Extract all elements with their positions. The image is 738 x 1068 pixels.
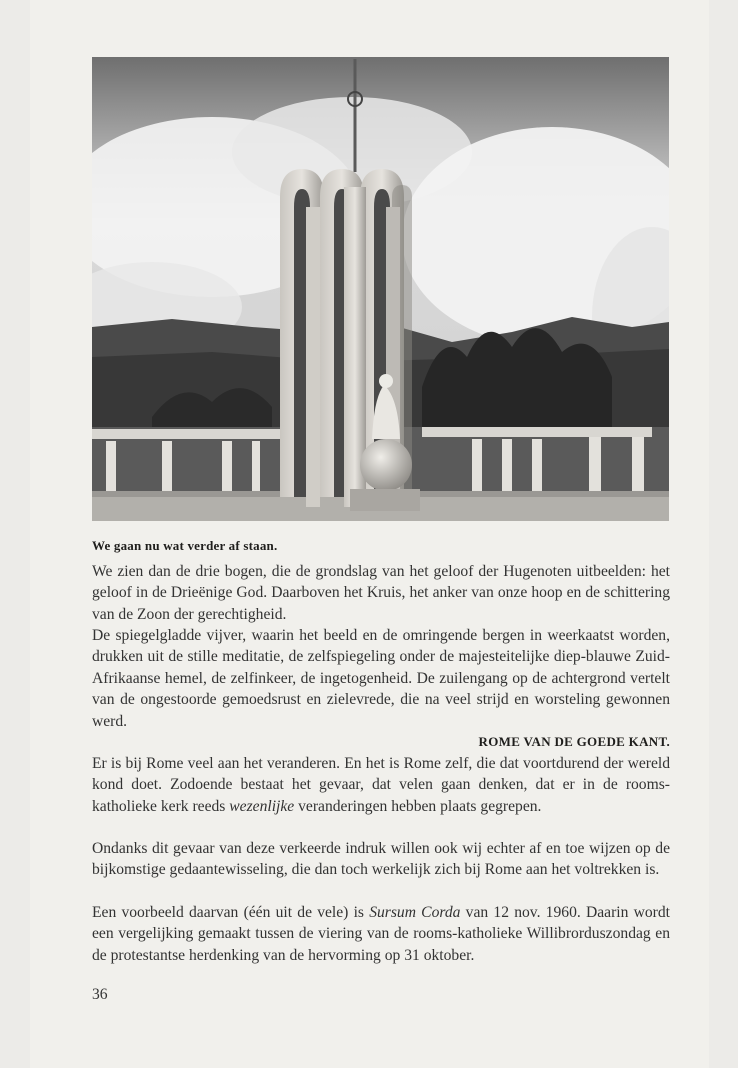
page-number: 36 bbox=[92, 986, 108, 1003]
section-paragraph-1 bbox=[92, 753, 670, 817]
caption-heading: We gaan nu wat verder af staan. bbox=[92, 538, 278, 553]
book-page bbox=[30, 0, 709, 1068]
section-paragraph-3 bbox=[92, 902, 670, 966]
section-heading: ROME VAN DE GOEDE KANT. bbox=[478, 734, 670, 749]
section-paragraph-3-text-b: van 12 nov. 1960. Daarin wordt een vergelijking gemaakt tussen de viering van de rooms-katholieke Willibrorduszondag en de protestantse herdenking van de hervorming op 31 oktober. bbox=[92, 904, 670, 964]
section-paragraph-3-emphasis: Sursum Corda bbox=[369, 904, 461, 921]
section-paragraph-3-text-a: Een voorbeeld daarvan (één uit de vele) is bbox=[92, 904, 370, 921]
caption-paragraph-1: We zien dan de drie bogen, die de grondslag van het geloof der Hugenoten uitbeelden: het geloof in de Drieënige God. Daarboven het Kruis, het anker van onze hoop en de schittering van de Zoon der gerechtigheid. bbox=[92, 563, 670, 623]
monument-photo bbox=[92, 57, 669, 521]
monument-photo-graphic bbox=[92, 57, 669, 521]
section-paragraph-1-text-a: Er is bij Rome veel aan het veranderen. En het is Rome zelf, die dat voortdurend der wereld kond doet. Zodoende bestaat het gevaar, dat velen gaan denken, dat er in de rooms-katholieke kerk reeds bbox=[92, 755, 670, 815]
section-paragraph-2: Ondanks dit gevaar van deze verkeerde indruk willen ook wij echter af en toe wijzen op de bijkomstige gedaantewisseling, die dan toch werkelijk zich bij Rome aan het voltrekken is. bbox=[92, 840, 670, 879]
caption-paragraph-2: De spiegelgladde vijver, waarin het beeld en de omringende bergen in weerkaatst worden, drukken uit de stille meditatie, de zelfspiegeling onder de majesteitelijke diep-blauwe Zuid-Afrikaanse hemel, de zelfinkeer, de ingetogenheid. De zuilengang op de achtergrond vertelt van de ongestoorde gemoedsrust en zielevrede, die na veel strijd en worsteling gewonnen werd. bbox=[92, 627, 670, 730]
section-paragraph-1-text-b: veranderingen hebben plaats gegrepen. bbox=[294, 797, 542, 815]
section-paragraph-1-emphasis: wezenlijke bbox=[229, 797, 295, 815]
